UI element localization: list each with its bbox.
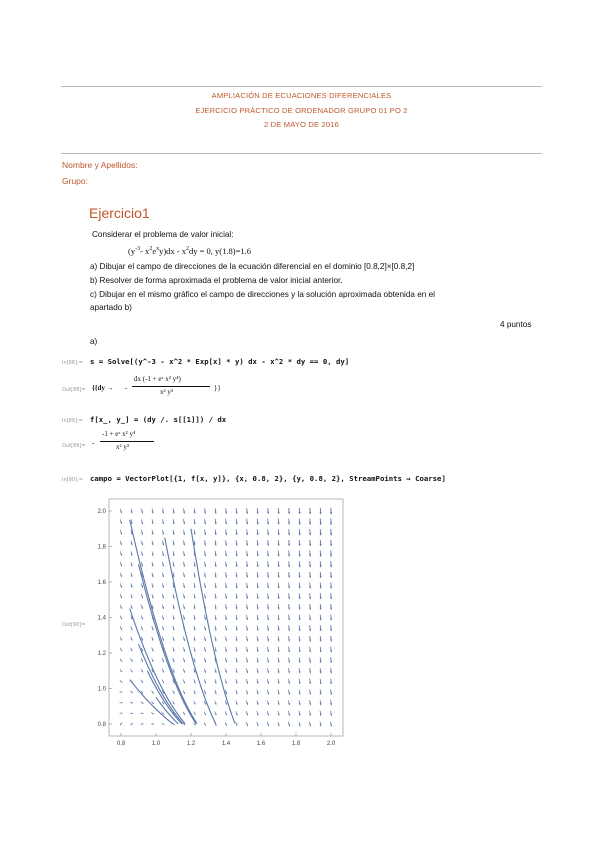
top-rule	[61, 86, 542, 87]
field-arrowhead-372	[298, 565, 300, 567]
y-tick-label-0: 0.8	[97, 722, 106, 728]
x-tick-label-0: 0.8	[116, 741, 126, 747]
field-arrowhead-377	[298, 512, 300, 514]
fraction-bar	[132, 386, 210, 387]
x-tick-label-5: 1.8	[291, 741, 301, 747]
field-arrowhead-431	[330, 608, 332, 610]
out1-denominator: x² y³	[160, 388, 173, 396]
streamline-8	[191, 529, 235, 724]
field-arrowhead-273	[257, 724, 259, 726]
field-arrowhead-398	[309, 512, 311, 514]
exercise-subtitle: EJERCICIO PRÁCTICO DE ORDENADOR GRUPO 01 PO 2	[195, 106, 408, 115]
field-arrowhead-436	[330, 554, 332, 556]
field-arrowhead-131	[183, 671, 185, 673]
field-arrowhead-411	[319, 597, 321, 599]
arrow-layer	[119, 508, 332, 727]
eq-exp1: -3	[135, 246, 141, 253]
field-arrowhead-355	[288, 522, 290, 524]
exam-date: 2 DE MAYO DE 2016	[264, 120, 339, 129]
field-arrowhead-395	[309, 544, 311, 546]
vectorplot-input[interactable]: campo = VectorPlot[{1, f[x, y]}, {x, 0.8, 2}, {y, 0.8, 2}, StreamPoints → Coarse]	[90, 474, 446, 483]
field-arrowhead-52	[141, 618, 143, 620]
field-arrowhead-375	[298, 533, 300, 535]
field-arrowhead-437	[330, 544, 332, 546]
field-arrowhead-212	[225, 703, 227, 705]
field-arrowhead-440	[330, 512, 332, 514]
y-tick-label-3: 1.4	[97, 615, 106, 622]
field-arrowhead-353	[288, 544, 290, 546]
part-c: c) Dibujar en el mismo gráfico el campo de direcciones y la solución aproximada obtenida en el	[90, 290, 435, 299]
y-tick-label-1: 1.0	[97, 686, 106, 693]
out1-lhs: {{dy →	[92, 384, 114, 392]
out2-denominator: x² y³	[116, 443, 129, 451]
y-tick-label-6: 2.0	[97, 509, 106, 515]
vector-plot	[88, 490, 348, 755]
field-arrowhead-435	[330, 565, 332, 567]
eq-mid3: y)dx - x	[159, 246, 187, 256]
bottom-rule	[61, 153, 542, 154]
field-arrowhead-416	[319, 544, 321, 546]
field-arrowhead-417	[319, 533, 321, 535]
part-c-cont: apartado b)	[90, 303, 132, 312]
field-arrowhead-171	[204, 692, 206, 694]
field-arrowhead-397	[309, 522, 311, 524]
minus-sign: -	[125, 384, 128, 392]
field-arrowhead-439	[330, 522, 332, 524]
y-tick-label-2: 1.2	[97, 651, 106, 657]
field-arrowhead-433	[330, 586, 332, 588]
field-arrowhead-111	[173, 660, 175, 662]
field-arrowhead-376	[298, 522, 300, 524]
streamline-layer	[130, 520, 235, 724]
ivp-equation	[128, 246, 251, 256]
eq-exp2: 2	[149, 246, 153, 253]
field-arrowhead-2	[121, 702, 123, 703]
field-arrowhead-22	[132, 713, 134, 714]
answer-a-label: a)	[90, 337, 98, 346]
field-arrowhead-333	[277, 533, 279, 535]
out1-numerator: dx (-1 + eˣ x² y⁴)	[134, 375, 181, 383]
field-arrowhead-374	[298, 544, 300, 546]
y-axis	[98, 509, 112, 728]
in-90-label: In[90]:=	[62, 477, 83, 483]
field-arrowhead-394	[309, 554, 311, 556]
field-arrowhead-71	[152, 639, 154, 641]
field-arrowhead-373	[298, 554, 300, 556]
eq-exp3: x	[156, 246, 160, 253]
exercise-intro: Considerar el problema de valor inicial:	[92, 230, 234, 239]
field-arrowhead-12	[120, 596, 122, 598]
field-arrowhead-314	[267, 512, 269, 514]
field-arrowhead-354	[288, 533, 290, 535]
field-arrowhead-32	[131, 607, 133, 609]
field-arrowhead-356	[288, 512, 290, 514]
field-arrowhead-63	[153, 723, 155, 724]
points-label: 4 puntos	[500, 320, 532, 329]
field-arrowhead-335	[277, 512, 279, 514]
solve-output	[92, 375, 262, 403]
streamline-7	[165, 538, 216, 724]
part-b: b) Resolver de forma aproximada el problema de valor inicial anterior.	[90, 276, 343, 285]
x-axis	[117, 733, 336, 747]
f-output	[92, 430, 212, 458]
out-90-label: Out[90]=	[62, 622, 86, 628]
x-tick-label-3: 1.4	[221, 741, 231, 747]
field-arrowhead-419	[319, 512, 321, 514]
part-a: a) Dibujar el campo de direcciones de la ecuación diferencial en el dominio [0.8,2]×[0.8,2]	[90, 262, 415, 271]
field-arrowhead-430	[330, 618, 332, 620]
field-arrowhead-438	[330, 533, 332, 535]
field-arrowhead-418	[319, 522, 321, 524]
eq-mid1: - x	[140, 246, 150, 256]
eq-left: (y	[128, 246, 136, 256]
out-89-label: Out[89]=	[62, 443, 86, 449]
x-tick-label-2: 1.2	[186, 741, 196, 747]
in-89-label: In[89]:=	[62, 418, 83, 424]
field-arrowhead-151	[194, 681, 196, 683]
in-88-label: In[88]:=	[62, 360, 83, 366]
field-arrowhead-396	[309, 533, 311, 535]
eq-mid2: e	[152, 246, 157, 256]
field-arrowhead-413	[319, 576, 321, 578]
field-arrowhead-334	[277, 522, 279, 524]
field-arrowhead-393	[309, 565, 311, 567]
course-title: AMPLIACIÓN DE ECUACIONES DIFERENCIALES	[211, 91, 392, 100]
name-field-label: Nombre y Apellidos:	[62, 160, 138, 170]
field-arrowhead-432	[330, 597, 332, 599]
fraction-bar-2	[100, 441, 154, 442]
y-tick-label-5: 1.8	[97, 544, 106, 551]
out2-numerator: -1 + eˣ x² y⁴	[102, 430, 136, 438]
x-tick-label-4: 1.6	[256, 741, 266, 747]
out-88-label: Out[88]=	[62, 387, 86, 393]
field-arrowhead-434	[330, 576, 332, 578]
eq-exp4: 2	[186, 246, 190, 253]
field-arrowhead-13	[120, 586, 122, 588]
field-arrowhead-412	[319, 586, 321, 588]
group-field-label: Grupo:	[62, 176, 88, 186]
x-tick-label-1: 1.0	[151, 741, 161, 747]
eq-right: dy = 0, y(1.8)=1.6	[189, 246, 252, 256]
x-tick-label-6: 2.0	[326, 741, 336, 747]
field-arrowhead-392	[309, 576, 311, 578]
field-arrowhead-232	[236, 713, 238, 715]
field-arrowhead-415	[319, 554, 321, 556]
field-arrowhead-51	[141, 628, 143, 630]
field-arrowhead-414	[319, 565, 321, 567]
field-arrowhead-391	[309, 586, 311, 588]
solve-input[interactable]: s = Solve[(y^-3 - x^2 * Exp[x] * y) dx - x^2 * dy == 0, dy]	[90, 357, 350, 366]
f-definition-input[interactable]: f[x_, y_] = (dy /. s[[1]]) / dx	[90, 415, 227, 424]
exercise-title: Ejercicio1	[89, 205, 150, 221]
minus-sign-2: -	[92, 439, 95, 447]
y-tick-label-4: 1.6	[97, 580, 106, 586]
out1-close: }}	[214, 384, 221, 392]
